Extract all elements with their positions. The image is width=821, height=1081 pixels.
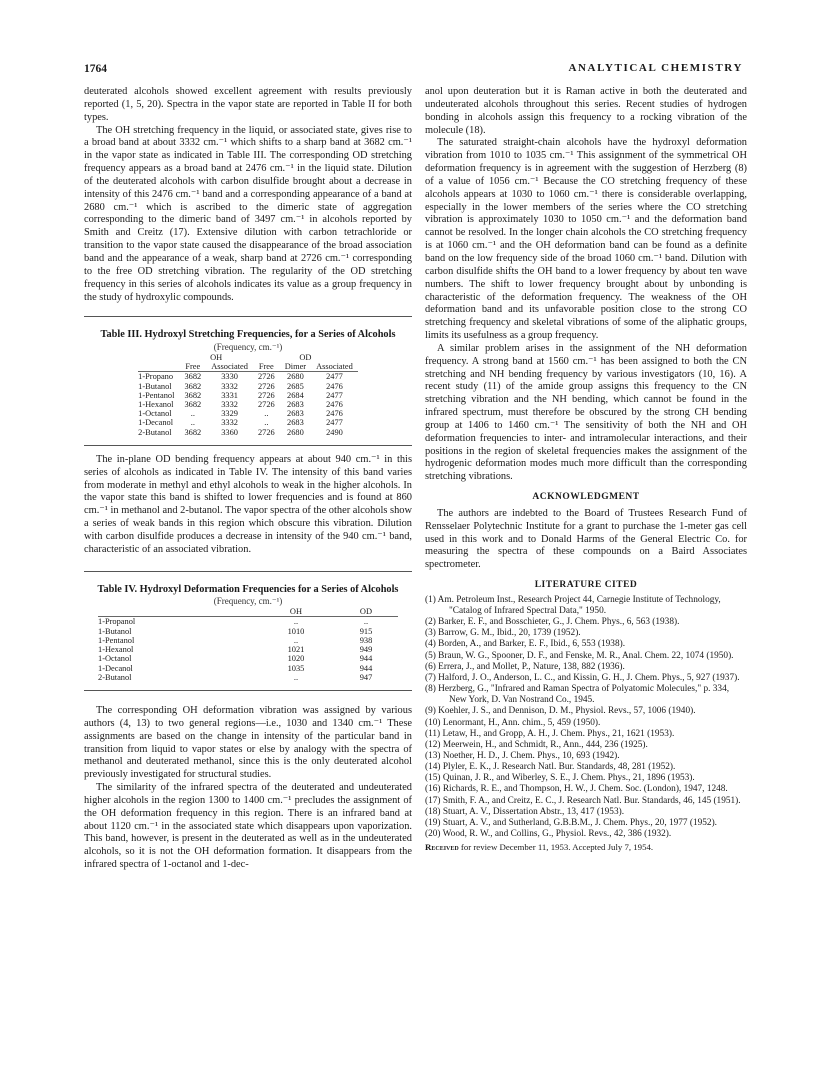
journal-title: ANALYTICAL CHEMISTRY [568, 62, 743, 74]
table3-cell: .. [190, 418, 195, 428]
left-paragraph-3: The in-plane OD bending frequency appears at about 940 cm.⁻¹ in this series of alcohols as indicated in Table IV. The intensity of this band varies from moderate in methyl and ethyl alcohols to weak in the higher alcohols. In the vapor state this band is shifted to lower frequencies and is found at 860 cm.⁻¹ in methanol and 2-butanol. The vapor spectra of the other alcohols show a series of weak bands in this region which obscure this vibration. Dilution with carbon disulfide produces a decrease in intensity of the 940 cm.⁻¹ band, characteristic of an associated vibration. [84, 453, 412, 555]
table3-cell: 3682 [184, 390, 202, 400]
table3-cell: 2683 [287, 399, 304, 409]
table3-header: Dimer [280, 362, 311, 372]
table3-cell: 2726 [257, 381, 275, 391]
table3-row-name: 1-Propano [138, 372, 174, 382]
reference-item: (18) Stuart, A. V., Dissertation Abstr., 13, 417 (1953). [425, 806, 625, 817]
table3-header: Free [253, 362, 280, 372]
reference-item: (2) Barker, E. F., and Bosschieter, G., J. Chem. Phys., 6, 563 (1938). [425, 617, 680, 628]
received-label: Received [425, 842, 459, 853]
table3-cell: 2726 [257, 372, 275, 382]
table-row [138, 428, 358, 437]
table3-cell: 3682 [184, 427, 202, 437]
table4-subtitle: (Frequency, cm.⁻¹) [213, 596, 283, 606]
table3-cell: 2683 [287, 409, 304, 419]
right-paragraph-1: anol upon deuteration but it is Raman active in both the deuterated and undeuterated alcohols throughout this series. Recent studies of hydrogen bonding in alcohols assign this frequency to a rocking vibration of the molecule (18). [425, 86, 747, 136]
table4-cell: .. [293, 672, 299, 682]
table3-cell: 3331 [221, 390, 238, 400]
table3-cell: 2680 [287, 427, 304, 437]
received-note [425, 842, 747, 853]
table3-cell: 2685 [287, 381, 304, 391]
table-row [138, 400, 358, 409]
table3-cell: 2476 [326, 381, 343, 391]
table3-header: Free [179, 362, 206, 372]
table4-row-name: 1-Hexanol [98, 645, 134, 655]
table-row [138, 391, 358, 400]
reference-item: (5) Braun, W. G., Spooner, D. F., and Fenske, M. R., Anal. Chem. 22, 1074 (1950). [425, 650, 734, 661]
left-paragraph-5: The similarity of the infrared spectra of the deuterated and undeuterated higher alcohols in the region 1300 to 1400 cm.⁻¹ precludes the assignment of the OH deformation frequency in this region. There is an infrared band at about 1120 cm.⁻¹ in the associated state which disappears upon vaporization. This band, however, is present in the deuterated as well as in the undeuterated alcohols, so it is not the OH deformation formation. It disappears from the infrared spectra of 1-octanol and 1-dec- [84, 782, 412, 871]
table3-header: Associated [206, 362, 253, 372]
table4-row-name: 2-Butanol [98, 672, 132, 682]
table3-row-name: 1-Hexanol [138, 399, 174, 409]
table3-cell: 2477 [326, 372, 343, 382]
table-row [98, 645, 398, 654]
reference-item: (1) Am. Petroleum Inst., Research Project 44, Carnegie Institute of Technology, "Catalog of Infrared Spectral Data," 1950. [425, 594, 721, 616]
table-row [98, 617, 398, 627]
acknowledgment-heading: ACKNOWLEDGMENT [532, 492, 640, 503]
reference-item: (6) Errera, J., and Mollet, P., Nature, 138, 882 (1936). [425, 661, 625, 672]
table4-cell: .. [293, 617, 299, 627]
table3-grid [138, 353, 358, 437]
reference-list [425, 595, 747, 840]
reference-item: (20) Wood, R. W., and Collins, G., Physiol. Revs., 42, 386 (1932). [425, 829, 672, 840]
table3-row-name: 1-Pentanol [138, 390, 175, 400]
table4-cell: 944 [359, 663, 373, 673]
table4-cell: 1020 [287, 654, 305, 664]
table-iii [84, 329, 412, 437]
received-text: for review December 11, 1953. Accepted July 7, 1954. [460, 842, 654, 853]
right-column [425, 86, 747, 853]
table3-title: Table III. Hydroxyl Stretching Frequencies, for a Series of Alcohols [100, 329, 396, 341]
table3-cell: .. [264, 418, 269, 428]
table4-header: OH [258, 607, 334, 617]
table4-row-name: 1-Octanol [98, 654, 132, 664]
table4-cell: .. [293, 635, 299, 645]
table3-cell: 3332 [221, 399, 238, 409]
table4-cell: .. [363, 617, 369, 627]
reference-item: (9) Koehler, J. S., and Dennison, D. M., Physiol. Revs., 57, 1006 (1940). [425, 706, 696, 717]
reference-item: (4) Borden, A., and Barker, E. F., Ibid., 6, 553 (1938). [425, 639, 626, 650]
table3-cell: 3682 [184, 372, 202, 382]
reference-item: (3) Barrow, G. M., Ibid., 20, 1739 (1952). [425, 628, 581, 639]
table4-cell: 938 [359, 635, 373, 645]
table-row [138, 382, 358, 391]
reference-item: (14) Plyler, E. K., J. Research Natl. Bur. Standards, 48, 281 (1952). [425, 762, 676, 773]
table4-cell: 1010 [287, 626, 305, 636]
table3-cell: 3329 [221, 409, 238, 419]
table-row [98, 636, 398, 645]
left-column [84, 86, 412, 872]
table-row [138, 409, 358, 418]
table-row [98, 654, 398, 663]
reference-item: (11) Letaw, H., and Gropp, A. H., J. Chem. Phys., 21, 1621 (1953). [425, 728, 675, 739]
reference-item: (12) Meerwein, H., and Schmidt, R., Ann., 444, 236 (1925). [425, 739, 648, 750]
left-paragraph-2: The OH stretching frequency in the liquid, or associated state, gives rise to a broad band at about 3332 cm.⁻¹ which shifts to a sharp band at 3682 cm.⁻¹ in the vapor state as indicated in Table III. The corresponding OD stretching frequency appears as a broad band at 2476 cm.⁻¹ in the liquid state. Dilution of the deuterated alcohols with carbon disulfide brought about a decrease in intensity of this 2476 cm.⁻¹ band and a corresponding appearance of a band at 2680 cm.⁻¹ which is ascribed to the dimeric state of aggregation corresponding to the dimeric band of 3497 cm.⁻¹ in alcohols reported by Smith and Creitz (17). Extensive dilution with carbon tetrachloride or transition to the vapor state caused the disappearance of the broad association band and the appearance of a weak, sharp band at 2726 cm.⁻¹ corresponding to the free OD stretching vibration. The regularity of the OD stretching frequency in this series of alcohols indicates its value as a group frequency in the study of hydroxylic compounds. [84, 124, 412, 303]
table3-cell: 2477 [326, 390, 343, 400]
reference-item: (15) Quinan, J. R., and Wiberley, S. E., J. Chem. Phys., 21, 1896 (1953). [425, 773, 695, 784]
reference-item: (7) Halford, J. O., Anderson, L. C., and Kissin, G. H., J. Chem. Phys., 5, 927 (1937). [425, 672, 740, 683]
table4-row-name: 1-Butanol [98, 626, 132, 636]
reference-item: (13) Noether, H. D., J. Chem. Phys., 10, 693 (1942). [425, 751, 620, 761]
table-iv [84, 584, 412, 682]
table3-cell: 2476 [326, 409, 343, 419]
table3-header: Associated [311, 362, 358, 372]
table4-cell: 949 [359, 645, 373, 655]
table4-cell: 1021 [287, 645, 305, 655]
table4-title: Table IV. Hydroxyl Deformation Frequencies for a Series of Alcohols [97, 583, 399, 595]
table3-cell: 3360 [221, 427, 238, 437]
table-row [138, 418, 358, 427]
table3-cell: 3332 [221, 418, 238, 428]
table3-cell: .. [264, 409, 269, 419]
page-number: 1764 [84, 63, 107, 75]
reference-item: (16) Richards, R. E., and Thompson, H. W., J. Chem. Soc. (London), 1947, 1248. [425, 784, 728, 795]
table3-row-name: 1-Butanol [138, 381, 172, 391]
table3-cell: 3682 [184, 381, 202, 391]
table3-cell: .. [190, 409, 195, 419]
table4-header: OD [334, 607, 398, 617]
literature-heading: LITERATURE CITED [534, 580, 638, 591]
table4-grid [98, 607, 398, 682]
table-row [98, 664, 398, 673]
table4-cell: 944 [359, 654, 373, 664]
table3-cell: 3332 [221, 381, 238, 391]
table3-subtitle: (Frequency, cm.⁻¹) [213, 341, 283, 352]
table3-cell: 2490 [326, 427, 343, 437]
table3-row-name: 1-Decanol [138, 418, 174, 428]
table3-cell: 3330 [221, 372, 238, 382]
acknowledgment-text: The authors are indebted to the Board of Trustees Research Fund of Rensselaer Polytechnic Institute for a grant to purchase the 1-meter gas cell used in this work and to Donald Harms of the General Electric Co. for measuring the spectra of these compounds on a Baird Associates spectrometer. [425, 507, 747, 571]
table3-cell: 2683 [287, 418, 304, 428]
table3-cell: 2726 [257, 390, 275, 400]
reference-item: (19) Stuart, A. V., and Sutherland, G.B.B.M., J. Chem. Phys., 20, 1977 (1952). [425, 817, 717, 828]
table3-cell: 2684 [287, 390, 304, 400]
table3-cell: 2680 [287, 372, 304, 382]
table3-group-oh: OH [210, 352, 223, 362]
table3-row-name: 2-Butanol [138, 427, 172, 437]
table3-row-name: 1-Octanol [138, 409, 172, 419]
table3-cell: 2726 [257, 399, 275, 409]
table3-cell: 2476 [326, 399, 343, 409]
reference-item: (8) Herzberg, G., "Infrared and Raman Spectra of Polyatomic Molecules," p. 334, New York, D. Van Nostrand Co., 1945. [425, 684, 730, 706]
reference-item: (10) Lenormant, H., Ann. chim., 5, 459 (1950). [425, 717, 601, 728]
table-row [138, 372, 358, 382]
left-paragraph-1: deuterated alcohols showed excellent agreement with results previously reported (1, 5, 20). Spectra in the vapor state are reported in Table II for both types. [84, 86, 412, 123]
table-row [98, 673, 398, 682]
table3-cell: 3682 [184, 399, 202, 409]
table4-row-name: 1-Propanol [98, 617, 136, 627]
table3-group-od: OD [299, 352, 312, 362]
right-paragraph-2: The saturated straight-chain alcohols have the hydroxyl deformation vibration from 1010 to 1035 cm.⁻¹ This assignment of the symmetrical OH deformation frequency is in agreement with the suggestion of Herzberg (8) of a value of 1056 cm.⁻¹ Because the CO stretching frequency of these alcohols appears at 1030 to 1060 cm.⁻¹ there is considerable overlapping, especially in the lower members of the series where the CO stretching vibration is approximately 1030 to 1050 cm.⁻¹ and the deformation band cannot be resolved. In the longer chain alcohols the CO stretching frequency is at 1060 cm.⁻¹ and the OH deformation band can be found as a definite band on the low frequency side of the broad 1060 cm.⁻¹ band. Dilution with carbon disulfide shifts the OH band to a lower frequency by about ten wave numbers. The shift to lower frequency brought about by unbonding is characteristic of the deformation frequency. The weakness of the OH deformation band and its unfavorable position close to the strong CO stretching frequency and skeletal vibrations of some of the aliphatic groups, limits its usefulness as a group frequency. [425, 137, 747, 342]
left-paragraph-4: The corresponding OH deformation vibration was assigned by various authors (4, 13) to two general regions—i.e., 1030 and 1340 cm.⁻¹ These assignments are based on the change in intensity of the particular band in transition from liquid to vapor states or else by analogy with the spectra of methanol and deuterated methanol, since this is the only deuterated alcohol previously investigated for structural studies. [84, 704, 412, 781]
table-row [98, 627, 398, 636]
table4-row-name: 1-Decanol [98, 663, 133, 673]
table4-row-name: 1-Pentanol [98, 635, 135, 645]
table4-cell: 915 [359, 626, 373, 636]
table3-cell: 2726 [257, 427, 275, 437]
table4-cell: 1035 [287, 663, 305, 673]
right-paragraph-3: A similar problem arises in the assignment of the NH deformation frequency. A strong band at 1560 cm.⁻¹ has been assigned to both the CN stretching and NH bending frequency by various investigators (10, 16). A recent study (11) of the amide group assigns this frequency to the CN stretching vibration and the NH bending, which cannot be found in the infrared spectrum, must therefore be obscured by the strong CH bending group at 1406 to 1460 cm.⁻¹ The sensitivity of both the NH and OH deformation frequencies to inter- and intramolecular interactions, and their positions in the region of skeletal frequencies makes the assignment of the hydrogenic deformation modes much more difficult than the corresponding stretching vibrations. [425, 342, 747, 483]
table4-cell: 947 [359, 672, 373, 682]
table3-cell: 2477 [326, 418, 343, 428]
reference-item: (17) Smith, F. A., and Creitz, E. C., J. Research Natl. Bur. Standards, 46, 145 (1951). [425, 795, 741, 806]
